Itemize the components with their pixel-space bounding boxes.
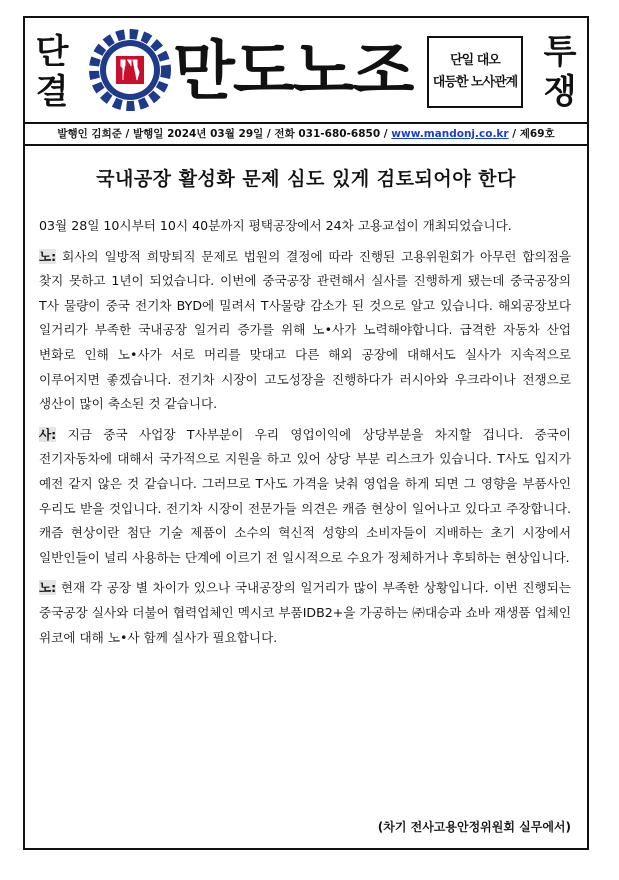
website-link[interactable]: www.mandonj.co.kr (391, 128, 509, 140)
speaker-label: 사: (39, 426, 57, 442)
slogan-line-2: 대등한 노사관계 (432, 75, 518, 90)
right-char-2: 쟁 (543, 72, 577, 112)
issue-number: / 제69호 (508, 128, 555, 140)
slogan-box (427, 36, 523, 108)
left-char-2: 결 (35, 72, 69, 112)
speaker-label: 노: (39, 248, 57, 264)
article-heading: 국내공장 활성화 문제 심도 있게 검토되어야 한다 (96, 168, 516, 190)
union-logo-icon (87, 24, 173, 116)
article-body (39, 214, 571, 650)
slogan-line-1: 단일 대오 (450, 53, 500, 68)
intro-paragraph: 03월 28일 10시부터 10시 40분까지 평택공장에서 24차 고용교섭이 개최되었습니다. (39, 218, 512, 233)
right-char-1: 투 (543, 32, 577, 72)
statement-text: 지금 중국 사업장 T사부분이 우리 영업이익에 상당부분을 차지할 겁니다. 중국이 전기자동차에 대해서 국가적으로 지원을 하고 있어 상당 부분 리스크가 있습니다. T사도 입지가 예전 같지 않은 것 같습니다. 그러므로 T사도 가격을 낮춰 영업을 하게 되면 그 영향을 부품사인 우리도 받을 것입니다. 전기차 시장이 전문가들 의견은 캐즘 현상이 일어나고 있다고 주장합니다. 캐즘 현상이란 첨단 기술 제품이 소수의 혁신적 성향의 소비자들이 지배하는 초기 시장에서 일반인들이 널리 사용하는 단계에 이르기 전 일시적으로 수요가 정체하거나 후퇴하는 현상입니다. (39, 426, 571, 565)
statement-text: 회사의 일방적 희망퇴직 문제로 법원의 결정에 따라 진행된 고용위원회가 아무런 합의점을 찾지 못하고 1년이 되었습니다. 이번에 중국공장 관련해서 실사를 진행하게 됐는데 중국공장의 T사 물량이 중국 전기차 BYD에 밀려서 T사물량 감소가 된 것으로 알고 있습니다. 해외공장보다 일거리가 부족한 국내공장 일거리 증가를 위해 노•사가 노력해야합니다. 급격한 자동차 산업 변화로 인해 노•사가 서로 머리를 맞대고 다른 해외 공장에 대해서도 실사가 지속적으로 이루어지면 좋겠습니다. 전기차 시장이 고도성장을 진행하다가 러시아와 우크라이나 전쟁으로 생산이 많이 축소된 것 같습니다. (39, 248, 571, 412)
article-signature: (차기 전사고용안정위원회 실무에서) (377, 820, 571, 834)
union-statement-1 (39, 245, 571, 417)
statement-text: 현재 각 공장 별 차이가 있으나 국내공장의 일거리가 많이 부족한 상황입니다. 이번 진행되는 중국공장 실사와 더불어 협력업체인 멕시코 부품IDB2+을 가공하는 ㈜대승과 쇼바 재생품 업체인 위코에 대해 노•사 함께 실사가 필요합니다. (39, 580, 571, 645)
union-statement-2 (39, 576, 571, 650)
masthead (25, 18, 587, 122)
left-char-1: 단 (35, 32, 69, 72)
right-vertical-slogan (537, 26, 583, 118)
left-vertical-slogan (29, 26, 75, 118)
company-statement (39, 423, 571, 571)
masthead-title: 만도노조 (173, 35, 413, 109)
newsletter-frame (23, 16, 589, 850)
speaker-label: 노: (39, 580, 57, 596)
publisher-info: 발행인 김희준 / 발행일 2024년 03월 29일 / 전화 031-680-6850 / (57, 128, 392, 140)
publication-info-bar (25, 122, 587, 146)
